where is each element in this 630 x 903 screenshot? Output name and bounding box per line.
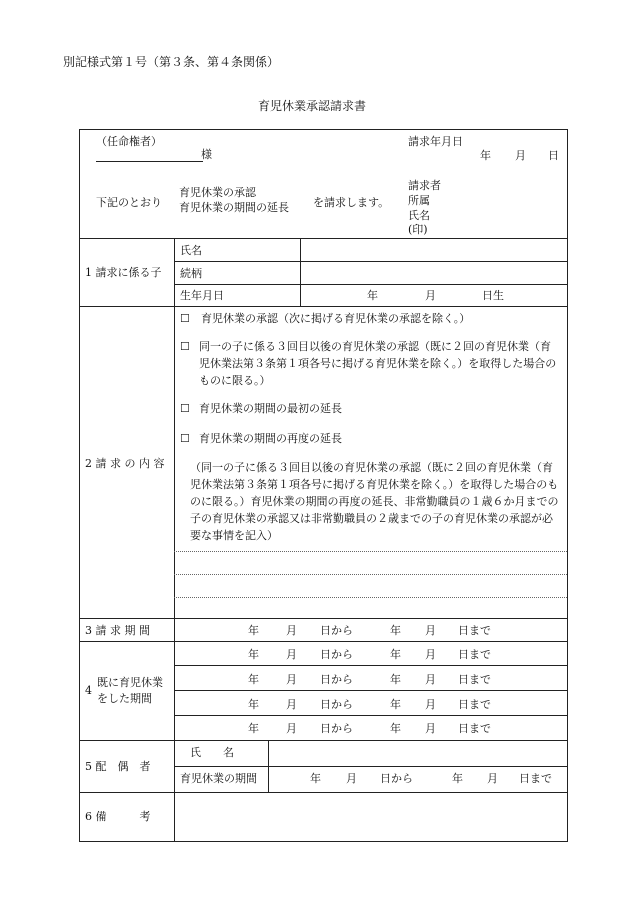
past1-from-year[interactable]: 年 xyxy=(248,648,259,661)
section5-label: 5 配 偶 者 xyxy=(85,760,151,773)
spouse-name-label: 氏 名 xyxy=(190,746,234,759)
past4-to-month[interactable]: 月 xyxy=(425,722,436,735)
child-relation-label: 続柄 xyxy=(180,267,202,280)
child-name-field[interactable] xyxy=(301,239,567,261)
from-month[interactable]: 月 xyxy=(286,624,297,637)
request-suffix: を請求します。 xyxy=(313,196,390,209)
spouse-from-year[interactable]: 年 xyxy=(310,772,321,785)
past4-to-day[interactable]: 日まで xyxy=(458,722,491,735)
request-date-label: 請求年月日 xyxy=(408,135,463,148)
section2-label: 2 請 求 の 内 容 xyxy=(85,457,165,470)
option-approval[interactable]: 育児休業の承認 xyxy=(179,186,256,199)
affiliation-label: 所属 xyxy=(408,194,430,207)
sama-label: 様 xyxy=(201,148,212,161)
past2-from-day[interactable]: 日から xyxy=(320,673,353,686)
request-year[interactable]: 年 xyxy=(480,149,491,162)
section4-label-1: 既に育児休業 xyxy=(97,676,163,689)
past4-from-year[interactable]: 年 xyxy=(248,722,259,735)
past1-to-month[interactable]: 月 xyxy=(425,648,436,661)
from-day[interactable]: 日から xyxy=(320,624,353,637)
request-month[interactable]: 月 xyxy=(515,149,526,162)
past3-to-day[interactable]: 日まで xyxy=(458,698,491,711)
remarks-field[interactable] xyxy=(175,793,567,841)
birth-year[interactable]: 年 xyxy=(367,289,378,302)
opt1-checkbox[interactable]: ☐ xyxy=(180,312,190,325)
name-label-2: 名 xyxy=(419,209,430,222)
spouse-to-year[interactable]: 年 xyxy=(452,772,463,785)
opt4-text: 育児休業の期間の再度の延長 xyxy=(199,432,342,445)
opt2-checkbox[interactable]: ☐ xyxy=(180,340,190,353)
section4-number: 4 xyxy=(85,684,92,697)
past3-from-year[interactable]: 年 xyxy=(248,698,259,711)
section6-label: 6 備 考 xyxy=(85,810,151,823)
circumstance-field-3[interactable] xyxy=(175,598,567,618)
form-number: 別記様式第１号（第３条、第４条関係） xyxy=(63,55,280,69)
to-day[interactable]: 日まで xyxy=(458,624,491,637)
past2-to-month[interactable]: 月 xyxy=(425,673,436,686)
section4-label-2: をした期間 xyxy=(97,692,152,705)
past4-from-day[interactable]: 日から xyxy=(320,722,353,735)
past2-from-month[interactable]: 月 xyxy=(286,673,297,686)
spouse-to-day[interactable]: 日まで xyxy=(519,772,552,785)
preface-text: 下記のとおり xyxy=(96,196,162,209)
to-year[interactable]: 年 xyxy=(390,624,401,637)
spouse-to-month[interactable]: 月 xyxy=(487,772,498,785)
appointer-name-line[interactable] xyxy=(96,161,203,162)
opt3-text: 育児休業の期間の最初の延長 xyxy=(199,402,342,415)
from-year[interactable]: 年 xyxy=(248,624,259,637)
to-month[interactable]: 月 xyxy=(425,624,436,637)
option-extension[interactable]: 育児休業の期間の延長 xyxy=(179,201,289,214)
circumstance-note: （同一の子に係る３回目以後の育児休業の承認（既に２回の育児休業（育児休業法第３条第１項各号に掲げる育児休業を除く。）を取得した場合のものに限る。）育児休業の期間の再度の延長、非常勤職員の１歳６か月までの子の育児休業の承認又は非常勤職員の２歳までの子の育児休業の承認が必要な事情を記入） xyxy=(190,461,559,543)
name-label-1: 氏 xyxy=(408,209,419,222)
past1-to-year[interactable]: 年 xyxy=(390,648,401,661)
appointer-label: （任命権者） xyxy=(96,135,162,148)
section3-label: 3 請 求 期 間 xyxy=(85,624,150,637)
circumstance-field-1[interactable] xyxy=(175,552,567,573)
past3-from-day[interactable]: 日から xyxy=(320,698,353,711)
past2-from-year[interactable]: 年 xyxy=(248,673,259,686)
past1-from-month[interactable]: 月 xyxy=(286,648,297,661)
past3-from-month[interactable]: 月 xyxy=(286,698,297,711)
opt4-checkbox[interactable]: ☐ xyxy=(180,432,190,445)
past4-from-month[interactable]: 月 xyxy=(286,722,297,735)
circumstance-field-2[interactable] xyxy=(175,575,567,596)
spouse-name-field[interactable] xyxy=(269,741,567,766)
birth-month[interactable]: 月 xyxy=(425,289,436,302)
seal-mark: (印) xyxy=(408,223,428,236)
past2-to-day[interactable]: 日まで xyxy=(458,673,491,686)
form-title: 育児休業承認請求書 xyxy=(258,99,367,113)
opt1-text: 育児休業の承認（次に掲げる育児休業の承認を除く。） xyxy=(201,312,471,325)
spouse-from-month[interactable]: 月 xyxy=(346,772,357,785)
past2-to-year[interactable]: 年 xyxy=(390,673,401,686)
opt3-checkbox[interactable]: ☐ xyxy=(180,402,190,415)
requester-name-label xyxy=(408,209,430,223)
spouse-from-day[interactable]: 日から xyxy=(380,772,413,785)
spouse-period-label: 育児休業の期間 xyxy=(180,772,257,785)
child-relation-field[interactable] xyxy=(301,262,567,284)
past1-to-day[interactable]: 日まで xyxy=(458,648,491,661)
past3-to-year[interactable]: 年 xyxy=(390,698,401,711)
birth-day[interactable]: 日生 xyxy=(482,289,504,302)
child-name-label: 氏名 xyxy=(180,244,202,257)
past3-to-month[interactable]: 月 xyxy=(425,698,436,711)
requester-label: 請求者 xyxy=(408,179,441,192)
request-day[interactable]: 日 xyxy=(548,149,559,162)
child-birth-label: 生年月日 xyxy=(180,289,224,302)
section1-label: 1 請求に係る子 xyxy=(85,266,162,279)
opt2-text: 同一の子に係る３回目以後の育児休業の承認（既に２回の育児休業（育児休業法第３条第１項各号に掲げる育児休業を除く。）を取得した場合のものに限る。） xyxy=(199,340,557,388)
past4-to-year[interactable]: 年 xyxy=(390,722,401,735)
past1-from-day[interactable]: 日から xyxy=(320,648,353,661)
